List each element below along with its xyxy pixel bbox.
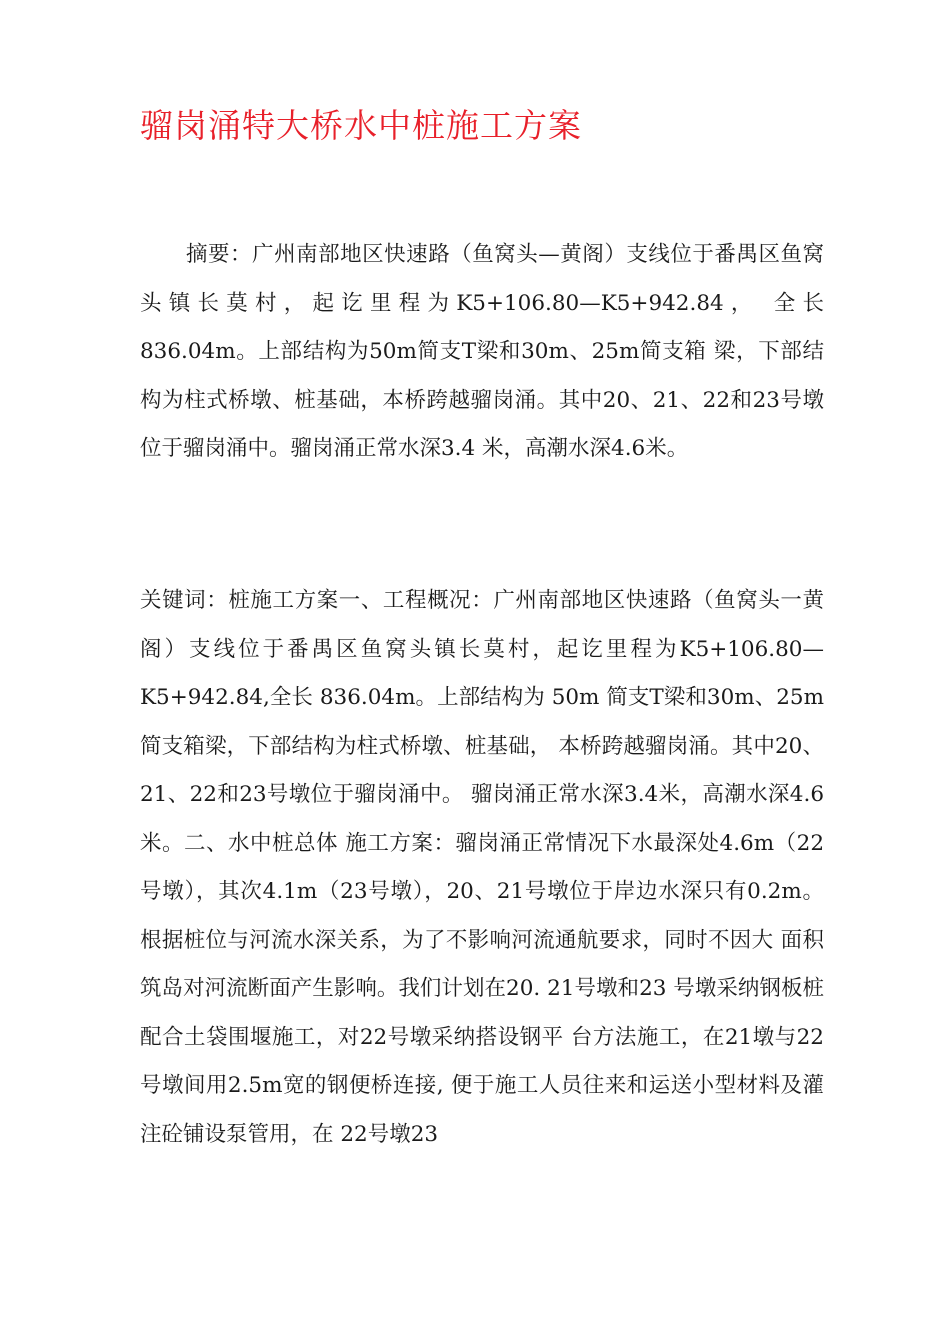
abstract-paragraph: 摘要：广州南部地区快速路（鱼窝头—黄阁）支线位于番禺区鱼窝头镇长莫村，起讫里程为K5+106.80—K5+942.84， 全长836.04m。上部结构为50m简支T梁和30m、25m简支箱 梁，下部结构为柱式桥墩、桩基础，本桥跨越骝岗涌。其中20、21、22和23号墩位于骝岗涌中。骝岗涌正常水深3.4 米，高潮水深4.6米。 — [140, 242, 824, 461]
document-title: 骝岗涌特大桥水中桩施工方案 — [140, 106, 582, 145]
keywords-paragraph: 关键词：桩施工方案一、工程概况：广州南部地区快速路（鱼窝头一黄阁）支线位于番禺区鱼窝头镇长莫村，起讫里程为K5+106.80—K5+942.84,全长 836.04m。上部结构为 50m 简支T梁和30m、25m简支箱梁，下部结构为柱式桥墩、桩基础， 本桥跨越骝岗涌。其中20、21、22和23号墩位于骝岗涌中。 骝岗涌正常水深3.4米，高潮水深4.6米。二、水中桩总体 施工方案：骝岗涌正常情况下水最深处4.6m（22号墩），其次4.1m（23号墩），20、21号墩位于岸边水深只有0.2m。根据桩位与河流水深关系，为了不影响河流通航要求，同时不因大 面积筑岛对河流断面产生影响。我们计划在20. 21号墩和23 号墩采纳钢板桩配合土袋围堰施工，对22号墩采纳搭设钢平 台方法施工，在21墩与22号墩间用2.5m宽的钢便桥连接, 便于施工人员往来和运送小型材料及灌注砼铺设泵管用，在 22号墩23 — [140, 588, 824, 1147]
